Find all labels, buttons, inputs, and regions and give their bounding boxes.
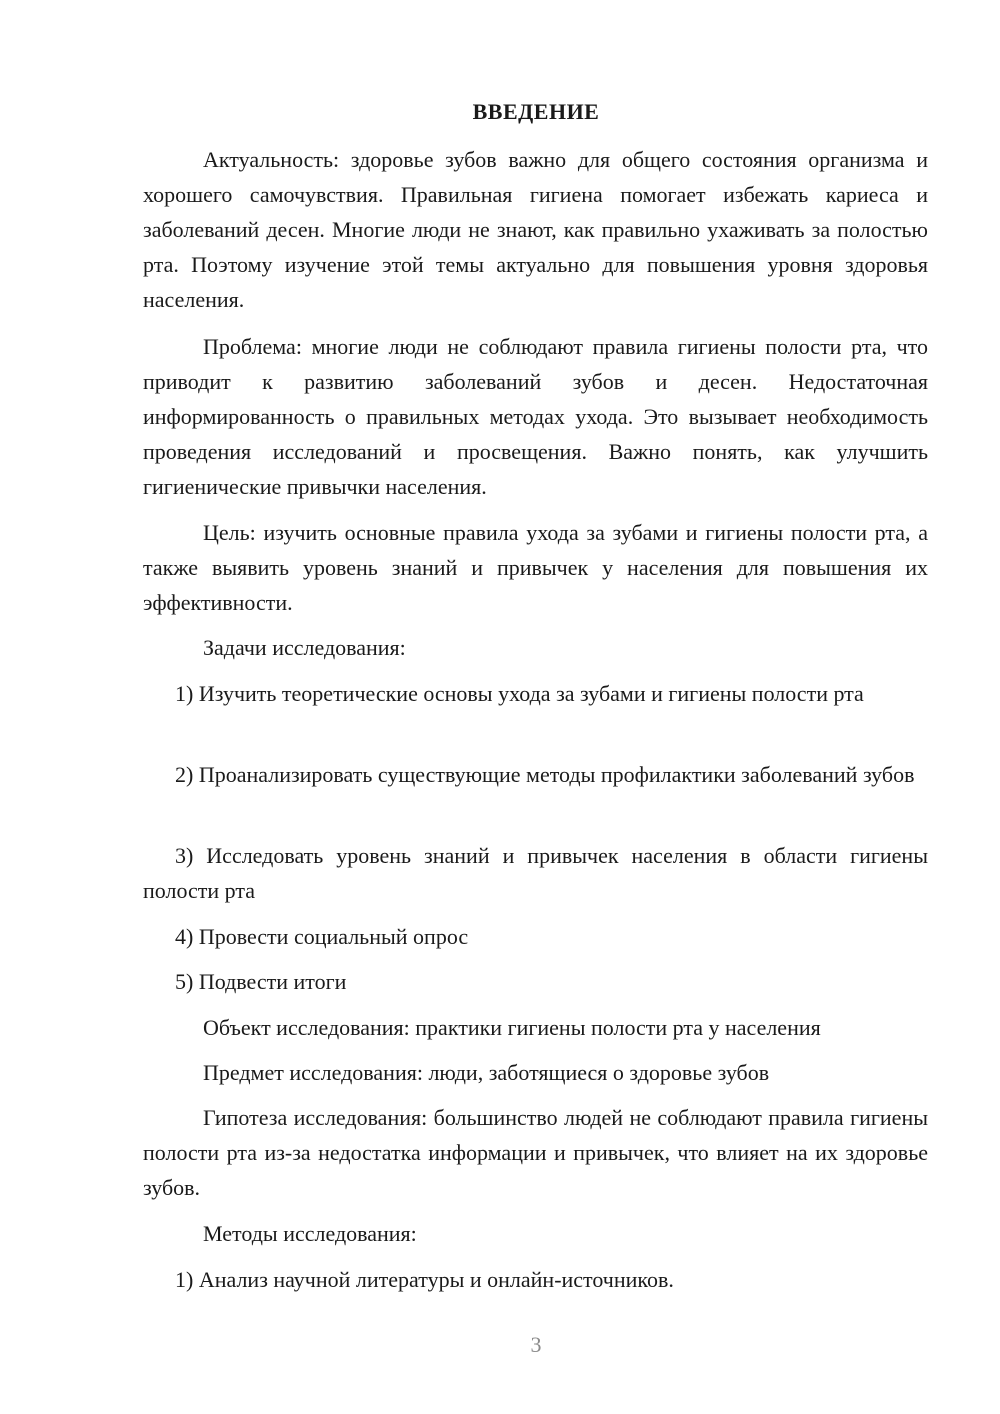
methods-heading-block xyxy=(143,1216,928,1251)
task-item-block xyxy=(143,757,928,792)
hypothesis-block xyxy=(143,1100,928,1205)
problem-paragraph-block xyxy=(143,329,928,504)
methods-heading: Методы исследования: xyxy=(203,1221,417,1246)
task-item: 4) Провести социальный опрос xyxy=(175,924,469,949)
goal-paragraph-block xyxy=(143,515,928,620)
tasks-heading-block xyxy=(143,630,928,665)
research-object: Объект исследования: практики гигиены полости рта у населения xyxy=(203,1015,821,1040)
task-item: 2) Проанализировать существующие методы профилактики заболеваний зубов xyxy=(175,762,915,787)
task-item-block xyxy=(143,838,928,908)
problem-paragraph: Проблема: многие люди не соблюдают правила гигиены полости рта, что приводит к развитию заболеваний зубов и десен. Недостаточная информированность о правильных методах ухода. Это вызывает необходимость проведения исследований и просвещения. Важно понять, как улучшить гигиенические привычки населения. xyxy=(143,334,928,499)
task-item: 5) Подвести итоги xyxy=(175,969,347,994)
task-item: 3) Исследовать уровень знаний и привычек населения в области гигиены полости рта xyxy=(143,843,928,903)
task-item-block xyxy=(143,919,928,954)
page-number: 3 xyxy=(530,1332,542,1357)
task-item-block xyxy=(143,964,928,999)
research-subject: Предмет исследования: люди, заботящиеся о здоровье зубов xyxy=(203,1060,770,1085)
goal-paragraph: Цель: изучить основные правила ухода за зубами и гигиены полости рта, а также выявить уровень знаний и привычек у населения для повышения их эффективности. xyxy=(143,520,928,615)
task-item-block xyxy=(143,676,928,711)
page-title: ВВЕДЕНИЕ xyxy=(472,99,600,124)
research-hypothesis: Гипотеза исследования: большинство людей не соблюдают правила гигиены полости рта из-за недостатка информации и привычек, что влияет на их здоровье зубов. xyxy=(143,1105,928,1200)
task-item: 1) Изучить теоретические основы ухода за зубами и гигиены полости рта xyxy=(175,681,864,706)
tasks-heading: Задачи исследования: xyxy=(203,635,406,660)
subject-block xyxy=(143,1055,928,1090)
relevance-paragraph-block xyxy=(143,142,928,317)
object-block xyxy=(143,1010,928,1045)
relevance-paragraph: Актуальность: здоровье зубов важно для общего состояния организма и хорошего самочувствия. Правильная гигиена помогает избежать кариеса и заболеваний десен. Многие люди не знают, как правильно ухаживать за полостью рта. Поэтому изучение этой темы актуально для повышения уровня здоровья населения. xyxy=(143,147,928,312)
method-item: 1) Анализ научной литературы и онлайн-источников. xyxy=(175,1267,674,1292)
method-item-block xyxy=(143,1262,928,1297)
